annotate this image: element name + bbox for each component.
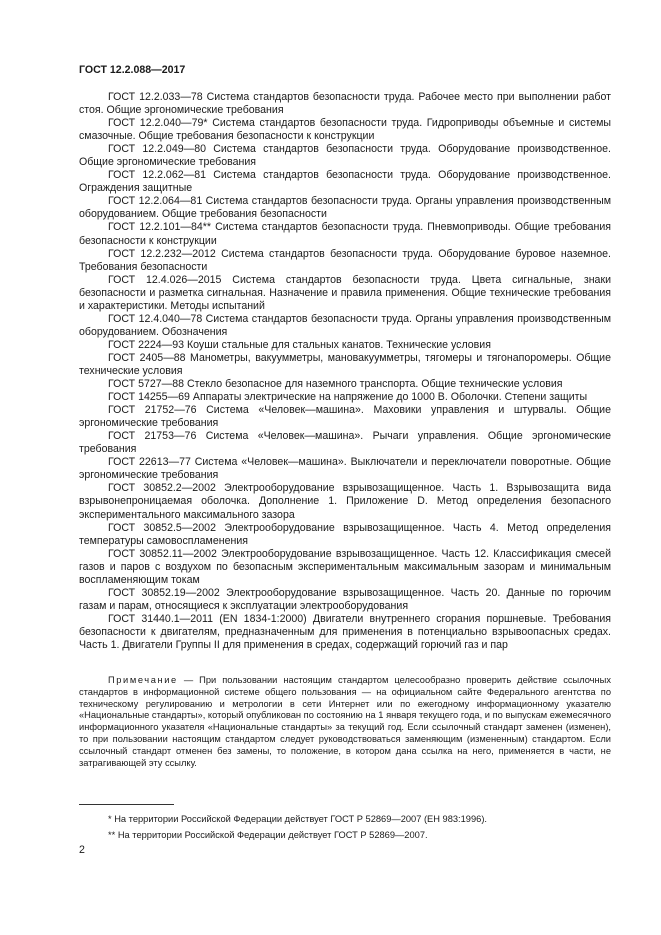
reference-item: ГОСТ 30852.5—2002 Электрооборудование взрывозащищенное. Часть 4. Метод определения температуры самовоспламенения [79,521,611,547]
reference-item: ГОСТ 22613—77 Система «Человек—машина». Выключатели и переключатели поворотные. Общие эргономические требования [79,456,611,482]
footnote: ** На территории Российской Федерации действует ГОСТ Р 52869—2007. [108,829,428,840]
reference-item: ГОСТ 12.2.232—2012 Система стандартов безопасности труда. Оборудование буровое наземное. Требования безопасности [79,247,611,273]
reference-item: ГОСТ 30852.11—2002 Электрооборудование взрывозащищенное. Часть 12. Классификация смесей газов и паров с воздухом по безопасным экспериментальным максимальным зазорам и минимальным воспламеняющим токам [79,547,611,586]
note-paragraph [79,675,611,769]
reference-item: ГОСТ 12.4.026—2015 Система стандартов безопасности труда. Цвета сигнальные, знаки безопасности и разметка сигнальная. Назначение и правила применения. Общие технические требования и характеристики. Методы испытаний [79,273,611,312]
reference-item: ГОСТ 12.2.049—80 Система стандартов безопасности труда. Оборудование производственное. Общие эргономические требования [79,143,611,169]
reference-item: ГОСТ 14255—69 Аппараты электрические на напряжение до 1000 В. Оболочки. Степени защиты [108,391,588,404]
reference-item: ГОСТ 12.2.062—81 Система стандартов безопасности труда. Оборудование производственное. Ограждения защитные [79,169,611,195]
note-block [79,675,611,769]
reference-item: ГОСТ 21753—76 Система «Человек—машина». Рычаги управления. Общие эргономические требования [79,430,611,456]
reference-item: ГОСТ 2405—88 Манометры, вакуумметры, мановакуумметры, тягомеры и тягонапоромеры. Общие технические условия [79,351,611,377]
document-header: ГОСТ 12.2.088—2017 [79,64,186,76]
reference-item: ГОСТ 31440.1—2011 (EN 1834-1:2000) Двигатели внутреннего сгорания поршневые. Требования безопасности к двигателям, предназначенным для применения в потенциально взрывоопасных средах. Часть 1. Двигатели Группы II для применения в средах, содержащий горючий газ и пар [79,612,611,651]
reference-item: ГОСТ 30852.2—2002 Электрооборудование взрывозащищенное. Часть 1. Взрывозащита вида взрывонепроницаемая оболочка. Дополнение 1. Приложение D. Метод определения безопасного экспериментального максимального зазора [79,482,611,521]
page-number: 2 [79,844,85,856]
footnote-separator [79,804,174,805]
reference-item: ГОСТ 12.2.033—78 Система стандартов безопасности труда. Рабочее место при выполнении работ стоя. Общие эргономические требования [79,91,611,117]
reference-item: ГОСТ 2224—93 Коуши стальные для стальных канатов. Технические условия [108,338,491,351]
reference-item: ГОСТ 12.2.040—79* Система стандартов безопасности труда. Гидроприводы объемные и системы смазочные. Общие требования безопасности к конструкции [79,117,611,143]
reference-item: ГОСТ 12.2.064—81 Система стандартов безопасности труда. Органы управления производственным оборудованием. Общие требования безопасности [79,195,611,221]
reference-item: ГОСТ 12.4.040—78 Система стандартов безопасности труда. Органы управления производственным оборудованием. Обозначения [79,312,611,338]
reference-item: ГОСТ 21752—76 Система «Человек—машина». Маховики управления и штурвалы. Общие эргономические требования [79,404,611,430]
note-label: Примечание [108,675,178,685]
footnote: * На территории Российской Федерации действует ГОСТ Р 52869—2007 (ЕН 983:1996). [108,814,488,824]
note-text: — При пользовании настоящим стандартом целесообразно проверить действие ссылочных стандартов в информационной системе общего пользования — на официальном сайте Федерального агентства по техническому регулированию и метрологии в сети Интернет или по ежегодному информационному указателю «Национальные стандарты», который опубликован по состоянию на 1 января текущего года, и по выпускам ежемесячного информационного указателя «Национальные стандарты» за текущий год. Если ссылочный стандарт заменен (изменен), то при пользовании настоящим стандартом следует руководствоваться заменяющим (измененным) стандартом. Если ссылочный стандарт отменен без замены, то положение, в котором дана ссылка на него, применяется в части, не затрагивающей эту ссылку. [79,675,611,768]
reference-item: ГОСТ 5727—88 Стекло безопасное для наземного транспорта. Общие технические условия [108,378,563,391]
reference-item: ГОСТ 30852.19—2002 Электрооборудование взрывозащищенное. Часть 20. Данные по горючим газам и парам, относящиеся к эксплуатации электрооборудования [79,586,611,612]
footnotes [79,812,611,843]
reference-item: ГОСТ 12.2.101—84** Система стандартов безопасности труда. Пневмоприводы. Общие требования безопасности к конструкции [79,221,611,247]
normative-references-list [79,91,611,652]
